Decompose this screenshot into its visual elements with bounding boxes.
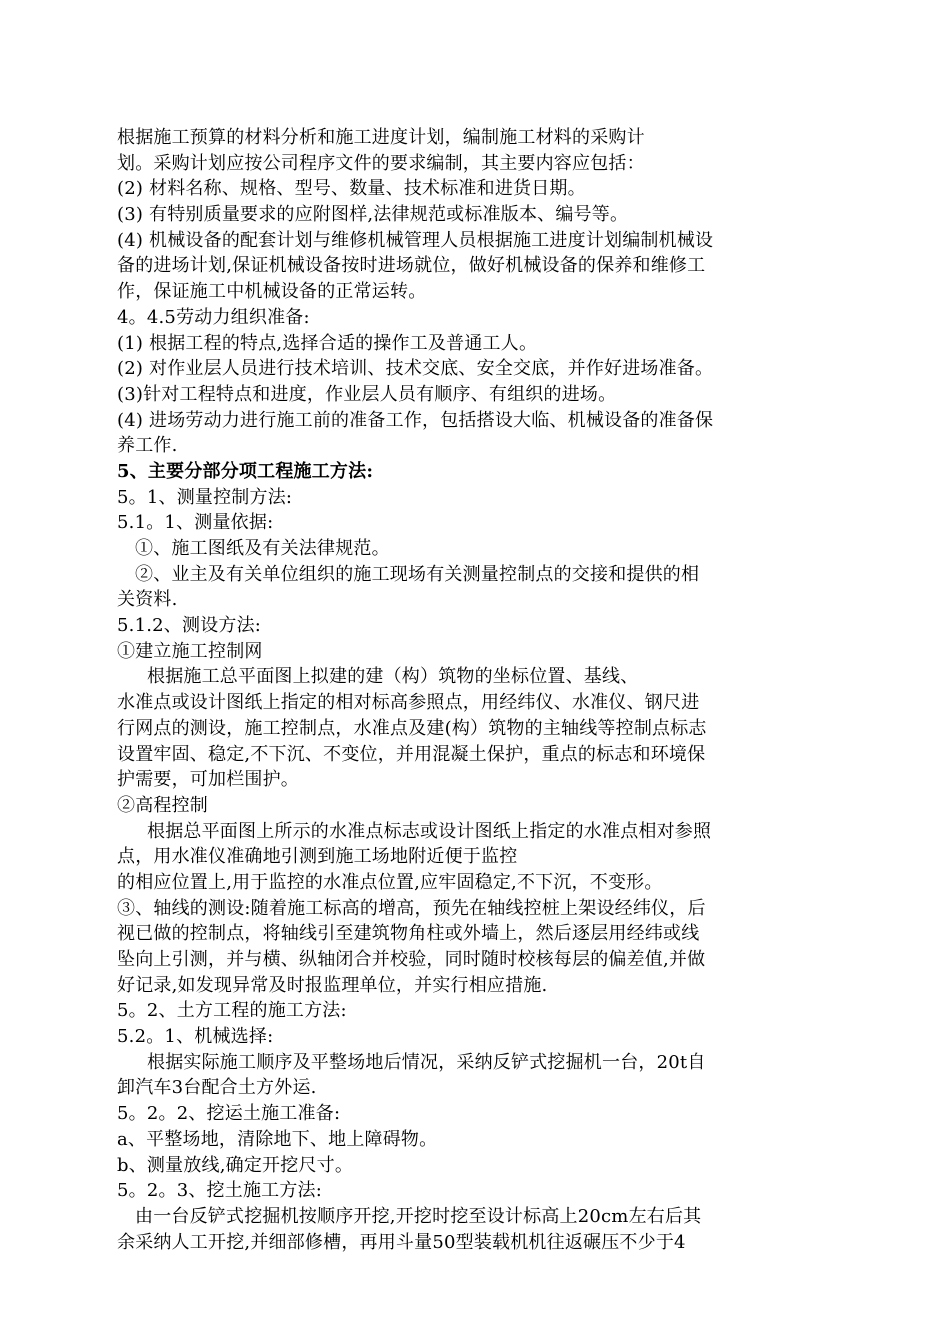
text-line: 根据施工总平面图上拟建的建（构）筑物的坐标位置、基线、 (147, 666, 639, 688)
chapter-heading: 5、主要分部分项工程施工方法: (117, 460, 374, 482)
text-line: 根据总平面图上所示的水准点标志或设计图纸上指定的水准点相对参照 (147, 820, 712, 842)
text-line: 的相应位置上,用于监控的水准点位置,应牢固稳定,不下沉，不变形。 (117, 871, 663, 893)
text-line: b、测量放线,确定开挖尺寸。 (117, 1154, 354, 1176)
text-line: (4) 进场劳动力进行施工前的准备工作，包括搭设大临、机械设备的准备保 (117, 409, 714, 431)
text-line: (3)针对工程特点和进度，作业层人员有顺序、有组织的进场。 (117, 383, 617, 405)
text-line: 点，用水准仪准确地引测到施工场地附近便于监控 (117, 846, 518, 868)
section-heading: 5。1、测量控制方法: (117, 486, 293, 508)
section-heading: 5.1.2、测设方法: (117, 615, 262, 637)
text-line: 根据实际施工顺序及平整场地后情况，采纳反铲式挖掘机一台，20t自 (147, 1051, 706, 1073)
text-line: 备的进场计划,保证机械设备按时进场就位，做好机械设备的保养和维修工 (117, 255, 706, 277)
text-line: 好记录,如发现异常及时报监理单位，并实行相应措施. (117, 974, 548, 996)
section-heading: 5.2。1、机械选择: (117, 1026, 274, 1048)
subsection-heading: ②高程控制 (117, 794, 208, 816)
text-line: 余采纳人工开挖,并细部修槽，再用斗量50型装载机机往返碾压不少于4 (117, 1231, 686, 1253)
text-line: 关资料. (117, 589, 178, 611)
text-line: 作，保证施工中机械设备的正常运转。 (117, 281, 427, 303)
text-line: (2) 材料名称、规格、型号、数量、技术标准和进货日期。 (117, 178, 586, 200)
text-line: 划。采购计划应按公司程序文件的要求编制，其主要内容应包括： (117, 152, 645, 174)
section-heading: 5。2。2、挖运土施工准备: (117, 1103, 341, 1125)
section-heading: 5.1。1、测量依据: (117, 512, 274, 534)
text-line: 由一台反铲式挖掘机按顺序开挖,开挖时挖至设计标高上20cm左右后其 (135, 1205, 702, 1227)
text-line: 视已做的控制点，将轴线引至建筑物角柱或外墙上，然后逐层用经纬或线 (117, 923, 700, 945)
section-heading: 5。2。3、挖土施工方法: (117, 1180, 323, 1202)
text-line: (4) 机械设备的配套计划与维修机械管理人员根据施工进度计划编制机械设 (117, 229, 714, 251)
section-heading: 4。4.5劳动力组织准备: (117, 306, 310, 328)
text-line: ②、业主及有关单位组织的施工现场有关测量控制点的交接和提供的相 (135, 563, 700, 585)
text-line: 养工作. (117, 435, 178, 457)
text-line: (1) 根据工程的特点,选择合适的操作工及普通工人。 (117, 332, 538, 354)
text-line: 根据施工预算的材料分析和施工进度计划，编制施工材料的采购计 (117, 127, 645, 148)
text-line: 设置牢固、稳定,不下沉、不变位，并用混凝土保护，重点的标志和环境保 (117, 743, 706, 765)
text-line: 护需要，可加栏围护。 (117, 769, 299, 791)
text-line: (2) 对作业层人员进行技术培训、技术交底、安全交底，并作好进场准备。 (117, 358, 714, 380)
text-line: ③、轴线的测设:随着施工标高的增高，预先在轴线控桩上架设经纬仪，后 (117, 897, 706, 919)
text-line: 坠向上引测，并与横、纵轴闭合并校验，同时随时校核每层的偏差值,并做 (117, 949, 706, 970)
subsection-heading: ①建立施工控制网 (117, 640, 263, 662)
text-line: 卸汽车3台配合土方外运. (117, 1077, 317, 1099)
section-heading: 5。2、土方工程的施工方法: (117, 1000, 347, 1022)
text-line: a、平整场地，清除地下、地上障碍物。 (117, 1128, 438, 1150)
text-line: 行网点的测设，施工控制点，水准点及建(构）筑物的主轴线等控制点标志 (117, 717, 707, 739)
text-line: ①、施工图纸及有关法律规范。 (135, 538, 390, 559)
document-body (117, 125, 852, 1255)
text-line: (3) 有特别质量要求的应附图样,法律规范或标准版本、编号等。 (117, 204, 629, 226)
text-line: 水准点或设计图纸上指定的相对标高参照点，用经纬仪、水准仪、钢尺进 (117, 692, 700, 714)
